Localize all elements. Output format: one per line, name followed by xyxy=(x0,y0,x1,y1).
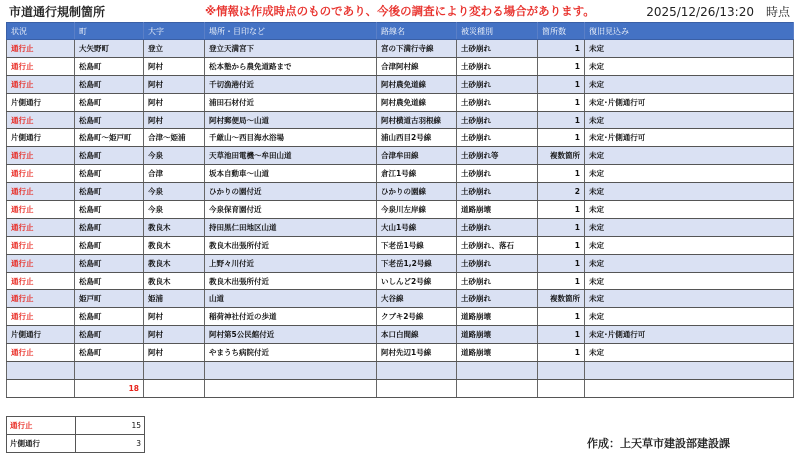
cell-count: 1 xyxy=(538,111,585,129)
table-row xyxy=(7,165,794,183)
cell-aza: 阿村 xyxy=(144,308,205,326)
cell-recovery: 未定 xyxy=(585,290,794,308)
cell-town: 松島町 xyxy=(75,75,144,93)
column-header-aza: 大字 xyxy=(144,23,205,40)
cell-town: 松島町 xyxy=(75,93,144,111)
empty-cell xyxy=(585,379,794,397)
cell-place: 天草池田電機～牟田山道 xyxy=(205,147,377,165)
empty-cell xyxy=(144,379,205,397)
cell-place: 千切漁港付近 xyxy=(205,75,377,93)
cell-status: 通行止 xyxy=(7,290,75,308)
cell-count: 1 xyxy=(538,201,585,219)
cell-recovery: 未定 xyxy=(585,57,794,75)
cell-aza: 登立 xyxy=(144,40,205,58)
cell-count: 1 xyxy=(538,326,585,344)
empty-cell xyxy=(7,362,75,380)
cell-count: 1 xyxy=(538,254,585,272)
cell-damage: 土砂崩れ xyxy=(457,165,538,183)
cell-aza: 教良木 xyxy=(144,254,205,272)
table-row xyxy=(7,290,794,308)
cell-status: 通行止 xyxy=(7,308,75,326)
cell-town: 大矢野町 xyxy=(75,40,144,58)
cell-aza: 阿村 xyxy=(144,326,205,344)
table-row xyxy=(7,75,794,93)
empty-cell xyxy=(377,379,457,397)
cell-place: 松本塾から農免道路まで xyxy=(205,57,377,75)
cell-aza: 阿村 xyxy=(144,93,205,111)
cell-recovery: 未定 xyxy=(585,218,794,236)
cell-town: 松島町 xyxy=(75,308,144,326)
table-row xyxy=(7,344,794,362)
cell-status: 通行止 xyxy=(7,183,75,201)
table-body xyxy=(7,40,794,398)
cell-aza: 今泉 xyxy=(144,201,205,219)
summary-row xyxy=(7,435,145,453)
column-header-place: 場所・目印など xyxy=(205,23,377,40)
cell-town: 松島町 xyxy=(75,344,144,362)
cell-recovery: 未定 xyxy=(585,254,794,272)
table-row xyxy=(7,236,794,254)
cell-place: 登立天満宮下 xyxy=(205,40,377,58)
cell-status: 通行止 xyxy=(7,165,75,183)
cell-recovery: 未定 xyxy=(585,344,794,362)
cell-count: 複数箇所 xyxy=(538,290,585,308)
cell-status: 通行止 xyxy=(7,218,75,236)
cell-recovery: 未定 xyxy=(585,147,794,165)
cell-recovery: 未定 xyxy=(585,165,794,183)
cell-status: 通行止 xyxy=(7,201,75,219)
cell-route: 大山1号線 xyxy=(377,218,457,236)
cell-recovery: 未定 xyxy=(585,40,794,58)
cell-damage: 道路崩壊 xyxy=(457,308,538,326)
cell-route: ひかりの園線 xyxy=(377,183,457,201)
cell-status: 通行止 xyxy=(7,40,75,58)
table-row xyxy=(7,218,794,236)
cell-count: 2 xyxy=(538,183,585,201)
cell-recovery: 未定 xyxy=(585,111,794,129)
cell-aza: 阿村 xyxy=(144,75,205,93)
cell-recovery: 未定 xyxy=(585,272,794,290)
cell-status: 通行止 xyxy=(7,236,75,254)
cell-route: 下老岳1,2号線 xyxy=(377,254,457,272)
cell-recovery: 未定･片側通行可 xyxy=(585,129,794,147)
cell-town: 松島町 xyxy=(75,57,144,75)
table-row xyxy=(7,111,794,129)
column-header-recovery: 復旧見込み xyxy=(585,23,794,40)
cell-aza: 阿村 xyxy=(144,57,205,75)
cell-place: ひかりの園付近 xyxy=(205,183,377,201)
cell-route: 倉江1号線 xyxy=(377,165,457,183)
cell-damage: 土砂崩れ xyxy=(457,254,538,272)
cell-place: 千厳山～西目海水浴場 xyxy=(205,129,377,147)
cell-damage: 土砂崩れ xyxy=(457,111,538,129)
cell-town: 松島町 xyxy=(75,147,144,165)
summary-label: 通行止 xyxy=(7,417,76,435)
as-of-timestamp: 2025/12/26/13:20 時点 xyxy=(646,5,790,19)
cell-route: 阿村横道古羽根線 xyxy=(377,111,457,129)
cell-damage: 土砂崩れ xyxy=(457,40,538,58)
cell-aza: 合津～姫浦 xyxy=(144,129,205,147)
cell-town: 松島町 xyxy=(75,165,144,183)
cell-count: 1 xyxy=(538,218,585,236)
cell-status: 通行止 xyxy=(7,254,75,272)
blank-row xyxy=(7,362,794,380)
cell-count: 1 xyxy=(538,272,585,290)
cell-count: 1 xyxy=(538,344,585,362)
cell-route: 阿村農免道線 xyxy=(377,93,457,111)
cell-recovery: 未定 xyxy=(585,308,794,326)
total-count: 18 xyxy=(75,379,144,397)
cell-aza: 教良木 xyxy=(144,218,205,236)
table-row xyxy=(7,326,794,344)
disclaimer-notice: ※情報は作成時点のものであり、今後の調査により変わる場合があります。 xyxy=(205,4,595,18)
cell-recovery: 未定 xyxy=(585,75,794,93)
cell-town: 姫戸町 xyxy=(75,290,144,308)
cell-route: 浦山西目2号線 xyxy=(377,129,457,147)
summary-value: 15 xyxy=(76,417,145,435)
cell-aza: 合津 xyxy=(144,165,205,183)
creator-credit: 作成：上天草市建設部建設課 xyxy=(587,437,730,450)
empty-cell xyxy=(585,362,794,380)
cell-count: 1 xyxy=(538,236,585,254)
cell-aza: 教良木 xyxy=(144,272,205,290)
table-row xyxy=(7,183,794,201)
empty-cell xyxy=(538,362,585,380)
cell-count: 1 xyxy=(538,75,585,93)
cell-town: 松島町 xyxy=(75,254,144,272)
cell-status: 片側通行 xyxy=(7,129,75,147)
cell-route: 合津阿村線 xyxy=(377,57,457,75)
column-header-count: 箇所数 xyxy=(538,23,585,40)
empty-cell xyxy=(205,379,377,397)
cell-place: 浦田石材付近 xyxy=(205,93,377,111)
table-row xyxy=(7,129,794,147)
cell-route: 本口白間線 xyxy=(377,326,457,344)
table-row xyxy=(7,254,794,272)
cell-aza: 姫浦 xyxy=(144,290,205,308)
cell-route: 阿村先辺1号線 xyxy=(377,344,457,362)
cell-status: 片側通行 xyxy=(7,93,75,111)
cell-recovery: 未定･片側通行可 xyxy=(585,93,794,111)
cell-count: 1 xyxy=(538,40,585,58)
cell-status: 通行止 xyxy=(7,272,75,290)
cell-damage: 土砂崩れ xyxy=(457,57,538,75)
cell-route: いしんど2号線 xyxy=(377,272,457,290)
summary-row xyxy=(7,417,145,435)
cell-place: 教良木出張所付近 xyxy=(205,272,377,290)
cell-recovery: 未定 xyxy=(585,236,794,254)
cell-damage: 土砂崩れ等 xyxy=(457,147,538,165)
cell-damage: 道路崩壊 xyxy=(457,344,538,362)
cell-aza: 阿村 xyxy=(144,111,205,129)
cell-place: 今泉保育園付近 xyxy=(205,201,377,219)
cell-place: やまうち病院付近 xyxy=(205,344,377,362)
cell-route: 阿村農免道線 xyxy=(377,75,457,93)
table-row xyxy=(7,93,794,111)
cell-place: 山道 xyxy=(205,290,377,308)
table-header-row xyxy=(7,23,794,40)
cell-damage: 土砂崩れ xyxy=(457,272,538,290)
table-row xyxy=(7,147,794,165)
cell-recovery: 未定･片側通行可 xyxy=(585,326,794,344)
cell-recovery: 未定 xyxy=(585,201,794,219)
cell-aza: 今泉 xyxy=(144,147,205,165)
cell-damage: 土砂崩れ、落石 xyxy=(457,236,538,254)
page-title: 市道通行規制箇所 xyxy=(9,5,106,19)
cell-damage: 道路崩壊 xyxy=(457,201,538,219)
total-row xyxy=(7,379,794,397)
cell-place: 持田黒仁田地区山道 xyxy=(205,218,377,236)
cell-count: 1 xyxy=(538,129,585,147)
empty-cell xyxy=(144,362,205,380)
cell-status: 通行止 xyxy=(7,75,75,93)
empty-cell xyxy=(538,379,585,397)
cell-town: 松島町 xyxy=(75,218,144,236)
table-row xyxy=(7,272,794,290)
cell-count: 複数箇所 xyxy=(538,147,585,165)
cell-damage: 土砂崩れ xyxy=(457,218,538,236)
cell-place: 稲荷神社付近の歩道 xyxy=(205,308,377,326)
cell-aza: 阿村 xyxy=(144,344,205,362)
column-header-damage: 被災種別 xyxy=(457,23,538,40)
cell-status: 通行止 xyxy=(7,147,75,165)
cell-route: 合津牟田線 xyxy=(377,147,457,165)
cell-route: クブキ2号線 xyxy=(377,308,457,326)
cell-count: 1 xyxy=(538,308,585,326)
cell-place: 教良木出張所付近 xyxy=(205,236,377,254)
cell-town: 松島町 xyxy=(75,201,144,219)
column-header-status: 状況 xyxy=(7,23,75,40)
table-row xyxy=(7,308,794,326)
cell-place: 阿村郵便局～山道 xyxy=(205,111,377,129)
empty-cell xyxy=(75,362,144,380)
cell-status: 通行止 xyxy=(7,111,75,129)
cell-town: 松島町～姫戸町 xyxy=(75,129,144,147)
cell-count: 1 xyxy=(538,93,585,111)
cell-route: 今泉川左岸線 xyxy=(377,201,457,219)
column-header-town: 町 xyxy=(75,23,144,40)
cell-status: 通行止 xyxy=(7,57,75,75)
cell-damage: 道路崩壊 xyxy=(457,326,538,344)
cell-town: 松島町 xyxy=(75,272,144,290)
cell-town: 松島町 xyxy=(75,111,144,129)
cell-town: 松島町 xyxy=(75,183,144,201)
table-row xyxy=(7,201,794,219)
column-header-route: 路線名 xyxy=(377,23,457,40)
cell-count: 1 xyxy=(538,165,585,183)
cell-place: 阿村第5公民館付近 xyxy=(205,326,377,344)
cell-town: 松島町 xyxy=(75,236,144,254)
cell-recovery: 未定 xyxy=(585,183,794,201)
cell-status: 片側通行 xyxy=(7,326,75,344)
cell-aza: 今泉 xyxy=(144,183,205,201)
cell-place: 坂本自動車～山道 xyxy=(205,165,377,183)
cell-route: 宮の下満行寺線 xyxy=(377,40,457,58)
empty-cell xyxy=(457,379,538,397)
cell-damage: 土砂崩れ xyxy=(457,75,538,93)
cell-damage: 土砂崩れ xyxy=(457,183,538,201)
summary-label: 片側通行 xyxy=(7,435,76,453)
cell-damage: 土砂崩れ xyxy=(457,290,538,308)
summary-table xyxy=(6,416,145,453)
table-row xyxy=(7,57,794,75)
summary-value: 3 xyxy=(76,435,145,453)
cell-damage: 土砂崩れ xyxy=(457,129,538,147)
cell-count: 1 xyxy=(538,57,585,75)
cell-damage: 土砂崩れ xyxy=(457,93,538,111)
table-row xyxy=(7,40,794,58)
empty-cell xyxy=(457,362,538,380)
road-closure-table xyxy=(6,22,794,398)
cell-town: 松島町 xyxy=(75,326,144,344)
empty-cell xyxy=(377,362,457,380)
cell-aza: 教良木 xyxy=(144,236,205,254)
cell-route: 下老岳1号線 xyxy=(377,236,457,254)
cell-place: 上野々川付近 xyxy=(205,254,377,272)
empty-cell xyxy=(205,362,377,380)
cell-route: 大谷線 xyxy=(377,290,457,308)
empty-cell xyxy=(7,379,75,397)
cell-status: 通行止 xyxy=(7,344,75,362)
